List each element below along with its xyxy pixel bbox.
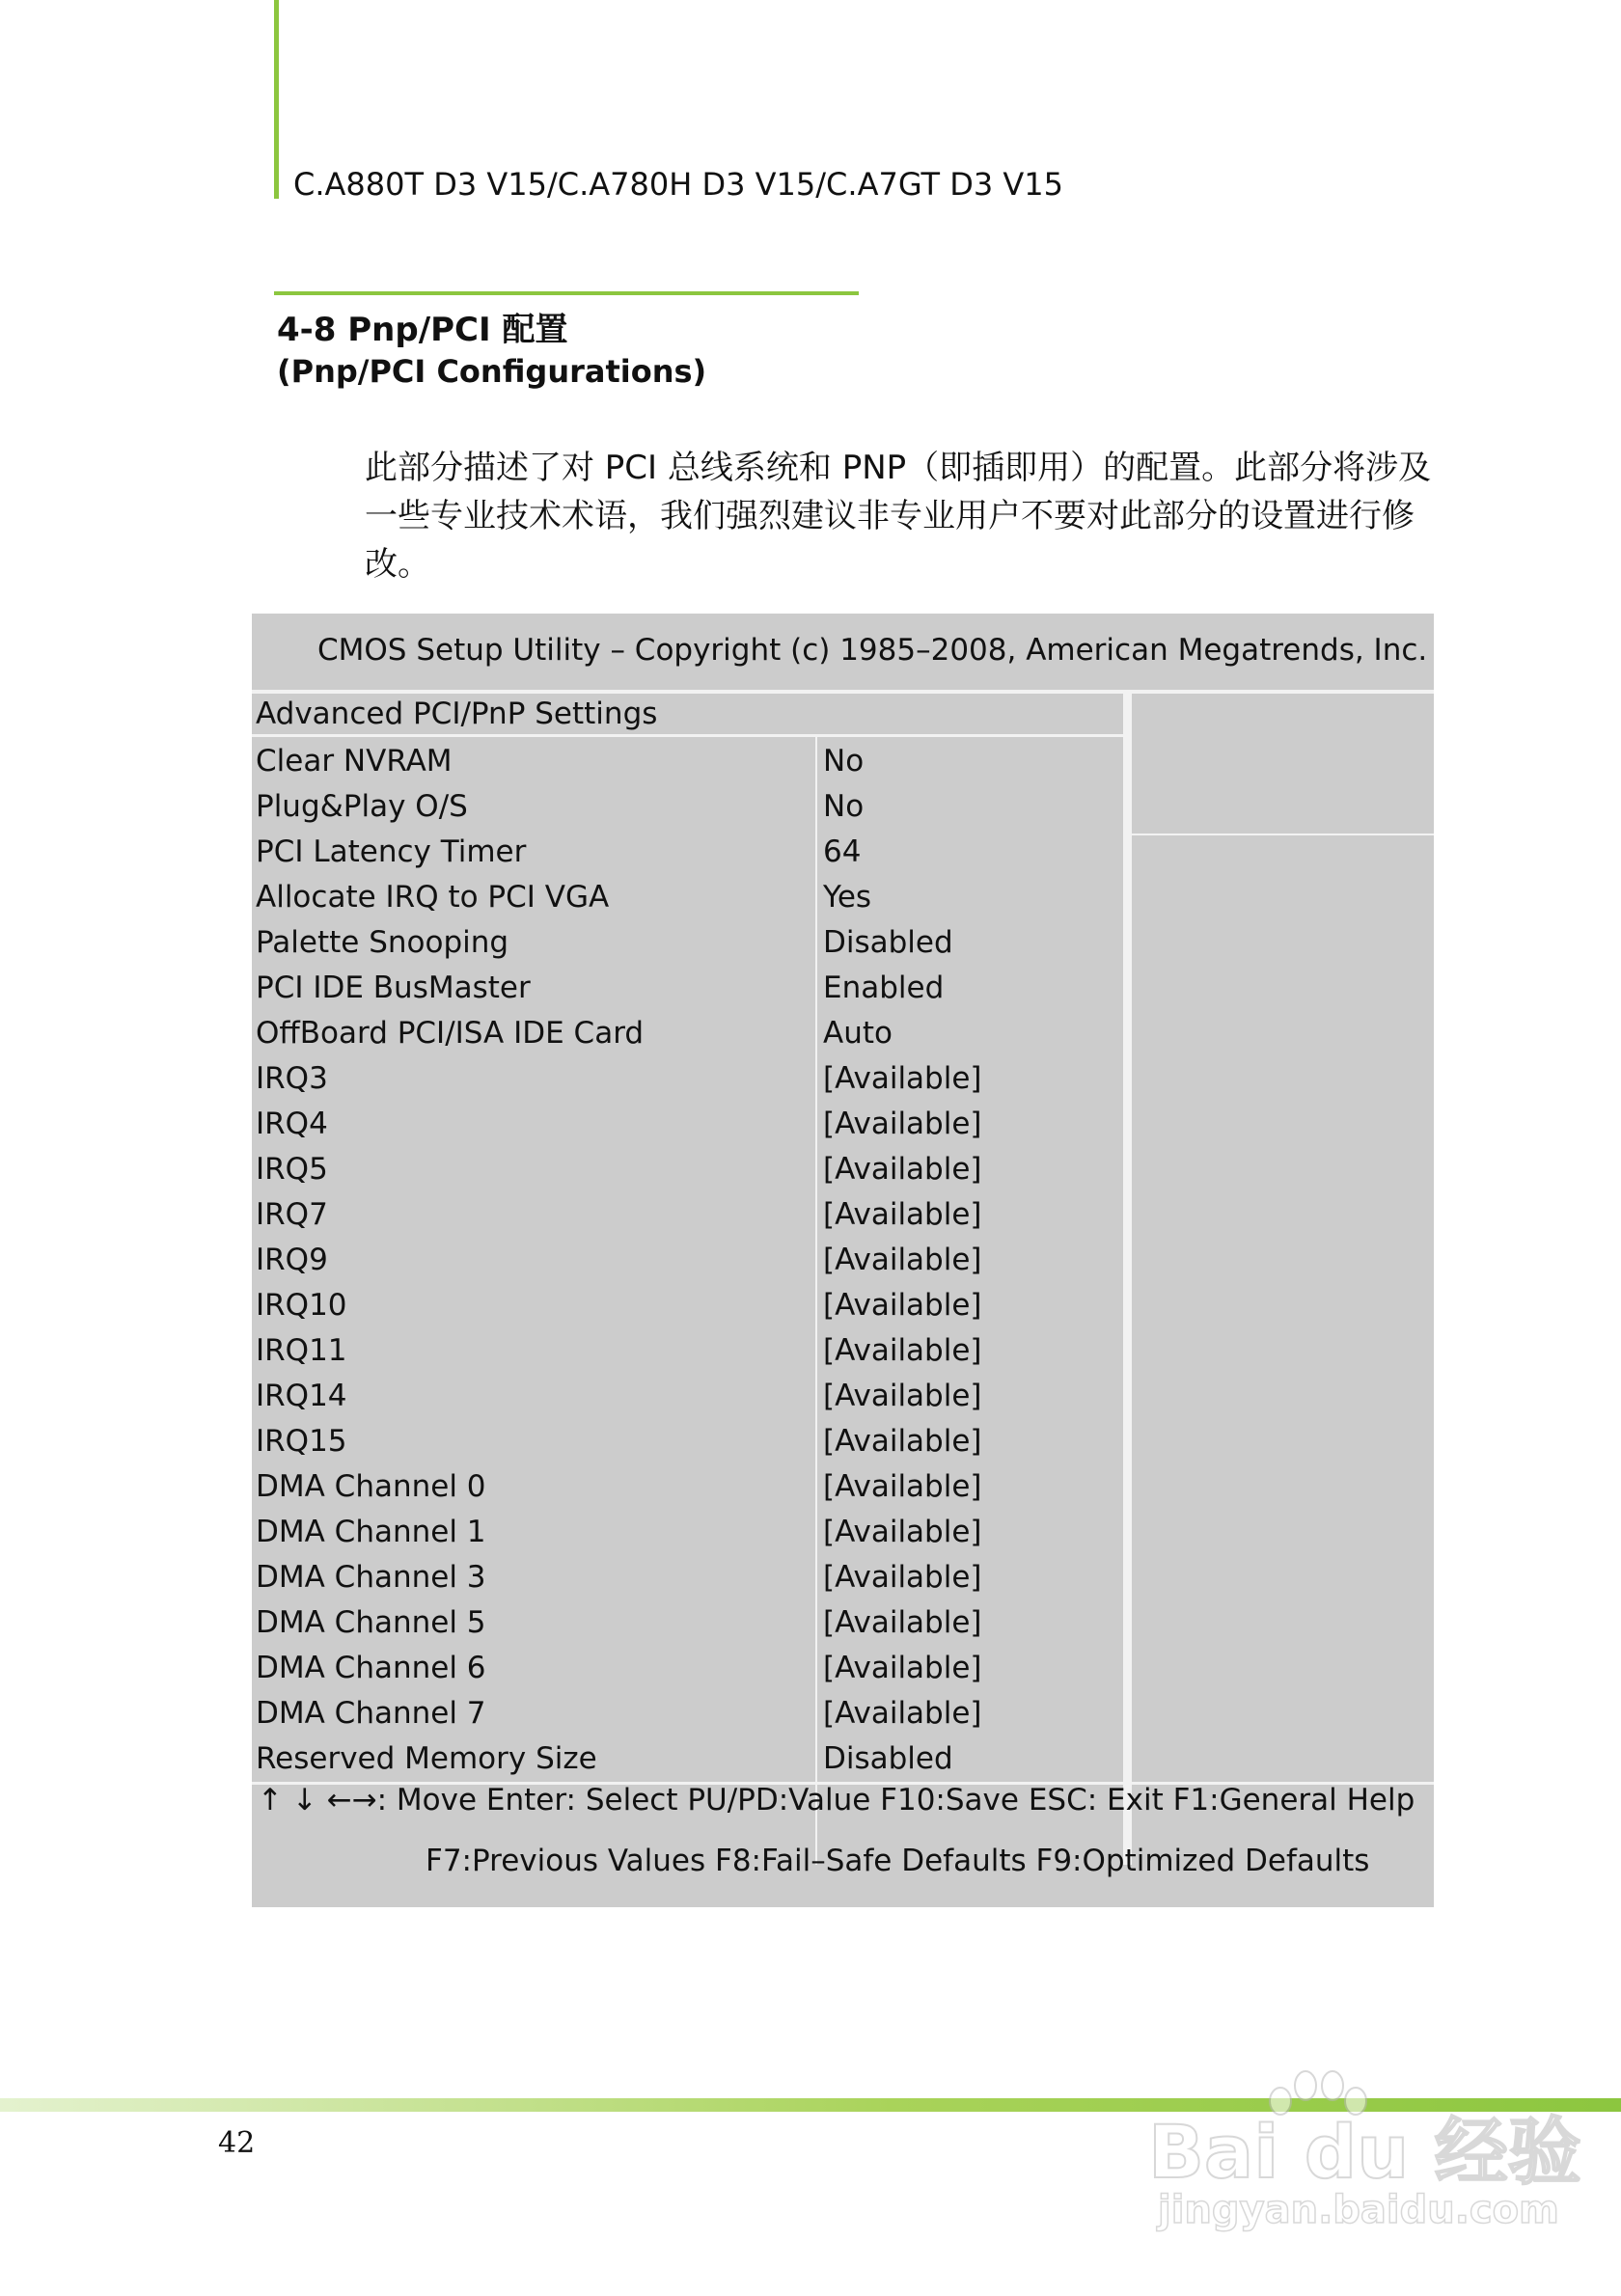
description-line: 改。 <box>365 545 430 584</box>
setting-label: IRQ14 <box>256 1379 347 1413</box>
setting-row[interactable] <box>252 1692 1120 1737</box>
setting-value[interactable]: [Available] <box>823 1061 982 1096</box>
setting-row[interactable] <box>252 831 1120 876</box>
baidu-jingyan-watermark <box>1148 2093 1581 2238</box>
setting-label: Clear NVRAM <box>256 744 453 779</box>
section-subtitle: (Pnp/PCI Configurations) <box>277 353 707 390</box>
setting-value[interactable]: [Available] <box>823 1696 982 1731</box>
setting-row[interactable] <box>252 1465 1120 1511</box>
setting-value[interactable]: [Available] <box>823 1288 982 1323</box>
setting-label: PCI Latency Timer <box>256 834 527 869</box>
setting-label: DMA Channel 0 <box>256 1469 486 1504</box>
settings-section-title: Advanced PCI/PnP Settings <box>256 697 658 731</box>
setting-row[interactable] <box>252 1601 1120 1647</box>
setting-value[interactable]: Yes <box>823 880 872 915</box>
setting-label: IRQ9 <box>256 1243 328 1277</box>
setting-value[interactable]: No <box>823 744 865 779</box>
setting-label: IRQ15 <box>256 1424 347 1459</box>
setting-label: OffBoard PCI/ISA IDE Card <box>256 1016 645 1051</box>
setting-label: DMA Channel 5 <box>256 1605 486 1640</box>
setting-label: Allocate IRQ to PCI VGA <box>256 880 610 915</box>
description-line: 此部分描述了对 PCI 总线系统和 PNP（即插即用）的配置。此部分将涉及 <box>365 449 1432 487</box>
divider <box>1132 834 1434 835</box>
setting-label: IRQ4 <box>256 1107 328 1141</box>
setting-value[interactable]: Auto <box>823 1016 893 1051</box>
setting-row[interactable] <box>252 1329 1120 1375</box>
setting-row[interactable] <box>252 1103 1120 1148</box>
setting-value[interactable]: [Available] <box>823 1651 982 1685</box>
setting-row[interactable] <box>252 1148 1120 1193</box>
setting-label: Palette Snooping <box>256 925 509 960</box>
setting-value[interactable]: [Available] <box>823 1379 982 1413</box>
setting-label: IRQ5 <box>256 1152 328 1187</box>
setting-label: IRQ3 <box>256 1061 328 1096</box>
setting-value[interactable]: [Available] <box>823 1515 982 1549</box>
setting-value[interactable]: 64 <box>823 834 862 869</box>
section-description <box>365 444 1432 588</box>
key-help-line: F7:Previous Values F8:Fail–Safe Defaults F9:Optimized Defaults <box>426 1844 1370 1878</box>
key-help-line: ↑ ↓ ←→: Move Enter: Select PU/PD:Value F10:Save ESC: Exit F1:General Help <box>258 1783 1415 1818</box>
setting-label: PCI IDE BusMaster <box>256 970 531 1005</box>
setting-row[interactable] <box>252 1057 1120 1103</box>
setting-value[interactable]: [Available] <box>823 1107 982 1141</box>
setting-value[interactable]: [Available] <box>823 1243 982 1277</box>
setting-row[interactable] <box>252 1647 1120 1692</box>
setting-row[interactable] <box>252 1375 1120 1420</box>
setting-value[interactable]: [Available] <box>823 1333 982 1368</box>
settings-list <box>252 740 1120 1783</box>
model-header: C.A880T D3 V15/C.A780H D3 V15/C.A7GT D3 V15 <box>293 166 1063 203</box>
setting-value[interactable]: [Available] <box>823 1152 982 1187</box>
setting-value[interactable]: [Available] <box>823 1469 982 1504</box>
setting-label: IRQ7 <box>256 1197 328 1232</box>
divider <box>1123 694 1132 1865</box>
setting-row[interactable] <box>252 876 1120 921</box>
setting-label: DMA Channel 7 <box>256 1696 486 1731</box>
setting-value[interactable]: Enabled <box>823 970 945 1005</box>
setting-value[interactable]: Disabled <box>823 925 953 960</box>
setting-label: DMA Channel 6 <box>256 1651 486 1685</box>
section-accent-line <box>274 291 859 295</box>
divider <box>252 690 1434 694</box>
divider <box>252 734 1123 737</box>
setting-label: DMA Channel 1 <box>256 1515 486 1549</box>
setting-value[interactable]: Disabled <box>823 1741 953 1776</box>
header-accent-line <box>274 0 279 199</box>
setting-row[interactable] <box>252 1556 1120 1601</box>
watermark-url: jingyan.baidu.com <box>1158 2188 1559 2232</box>
bios-screen <box>252 614 1434 1907</box>
setting-row[interactable] <box>252 740 1120 785</box>
bios-title: CMOS Setup Utility – Copyright (c) 1985–2008, American Megatrends, Inc. <box>317 633 1428 668</box>
setting-row[interactable] <box>252 1284 1120 1329</box>
setting-row[interactable] <box>252 1012 1120 1057</box>
setting-row[interactable] <box>252 1239 1120 1284</box>
setting-row[interactable] <box>252 967 1120 1012</box>
setting-row[interactable] <box>252 785 1120 831</box>
setting-value[interactable]: [Available] <box>823 1424 982 1459</box>
section-title: 4-8 Pnp/PCI 配置 <box>277 311 568 349</box>
setting-label: Plug&Play O/S <box>256 789 468 824</box>
setting-value[interactable]: No <box>823 789 865 824</box>
setting-row[interactable] <box>252 1193 1120 1239</box>
watermark-brand: Bai du 经验 <box>1148 2109 1581 2195</box>
setting-value[interactable]: [Available] <box>823 1197 982 1232</box>
page-number: 42 <box>218 2126 256 2160</box>
setting-label: IRQ10 <box>256 1288 347 1323</box>
setting-row[interactable] <box>252 921 1120 967</box>
description-line: 一些专业技术术语，我们强烈建议非专业用户不要对此部分的设置进行修 <box>365 497 1415 535</box>
setting-value[interactable]: [Available] <box>823 1560 982 1595</box>
setting-label: DMA Channel 3 <box>256 1560 486 1595</box>
bios-title-bar <box>252 614 1434 690</box>
setting-label: Reserved Memory Size <box>256 1741 597 1776</box>
setting-row[interactable] <box>252 1737 1120 1783</box>
setting-value[interactable]: [Available] <box>823 1605 982 1640</box>
setting-row[interactable] <box>252 1511 1120 1556</box>
setting-row[interactable] <box>252 1420 1120 1465</box>
setting-label: IRQ11 <box>256 1333 347 1368</box>
